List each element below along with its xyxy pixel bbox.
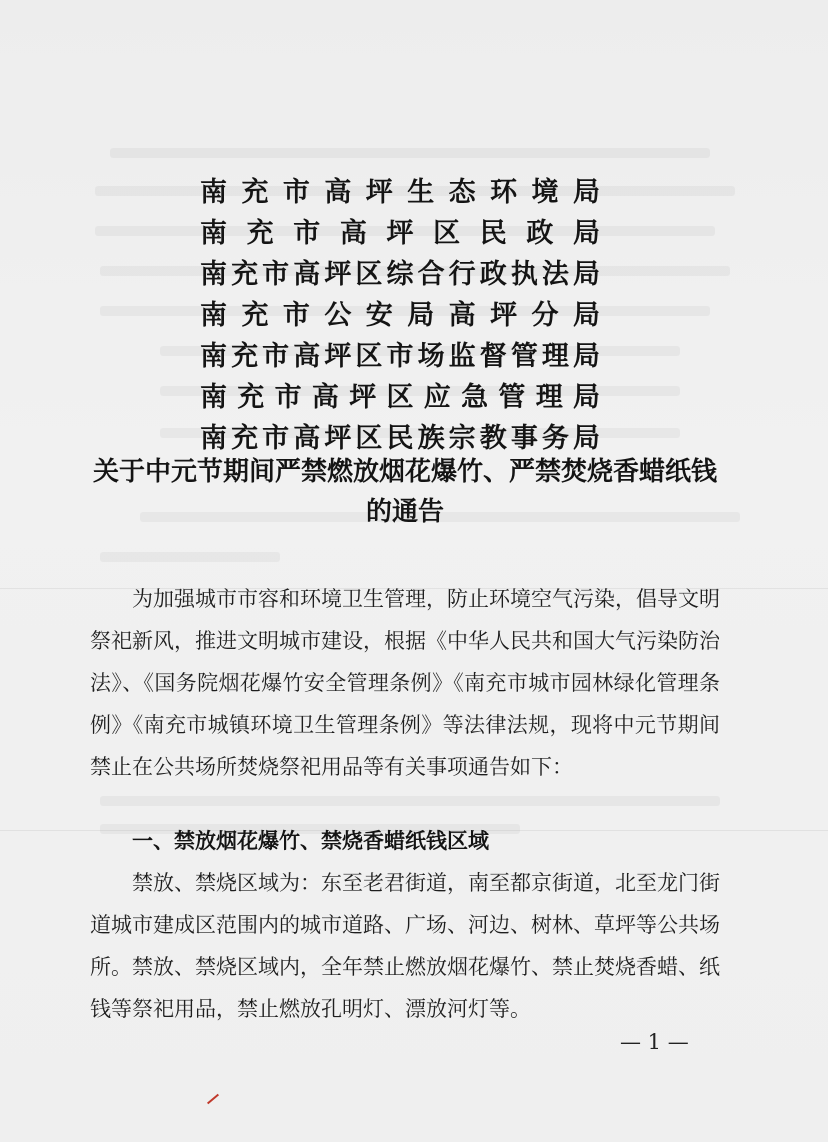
- issuer-name: 南充市高坪区应急管理局: [200, 382, 600, 413]
- issuer-name: 南充市高坪区市场监督管理局: [200, 341, 600, 372]
- notice-title: 关于中元节期间严禁燃放烟花爆竹、严禁焚烧香蜡纸钱的通告: [92, 457, 717, 527]
- issuer-name: 南充市高坪生态环境局: [200, 177, 600, 208]
- issuer-name: 南充市公安局高坪分局: [200, 300, 600, 331]
- bleed-through-mark: [100, 796, 720, 806]
- issuer-name: 南充市高坪区民族宗教事务局: [200, 423, 600, 454]
- bleed-through-mark: [110, 148, 710, 158]
- page-number: — 1 —: [620, 1030, 689, 1054]
- issuer-name: 南充市高坪区民政局: [200, 218, 600, 249]
- section-paragraph: 禁放、禁烧区域为：东至老君街道，南至都京街道，北至龙门街道城市建成区范围内的城市道路、广场、河边、树林、草坪等公共场所。禁放、禁烧区域内，全年禁止燃放烟花爆竹、禁止焚烧香蜡、纸钱等祭祀用品，禁止燃放孔明灯、漂放河灯等。: [90, 871, 720, 1021]
- notice-body: [90, 578, 720, 788]
- section-one: [90, 820, 720, 1030]
- issuing-agencies: [200, 172, 600, 459]
- issuer-name: 南充市高坪区综合行政执法局: [200, 259, 600, 290]
- intro-paragraph: 为加强城市市容和环境卫生管理，防止环境空气污染，倡导文明祭祀新风，推进文明城市建设，根据《中华人民共和国大气污染防治法》、《国务院烟花爆竹安全管理条例》《南充市城市园林绿化管理条例》《南充市城镇环境卫生管理条例》等法律法规，现将中元节期间禁止在公共场所焚烧祭祀用品等有关事项通告如下：: [90, 587, 720, 779]
- red-ink-mark: [207, 1094, 219, 1105]
- section-heading: 一、禁放烟花爆竹、禁烧香蜡纸钱区域: [132, 828, 489, 853]
- bleed-through-mark: [100, 552, 280, 562]
